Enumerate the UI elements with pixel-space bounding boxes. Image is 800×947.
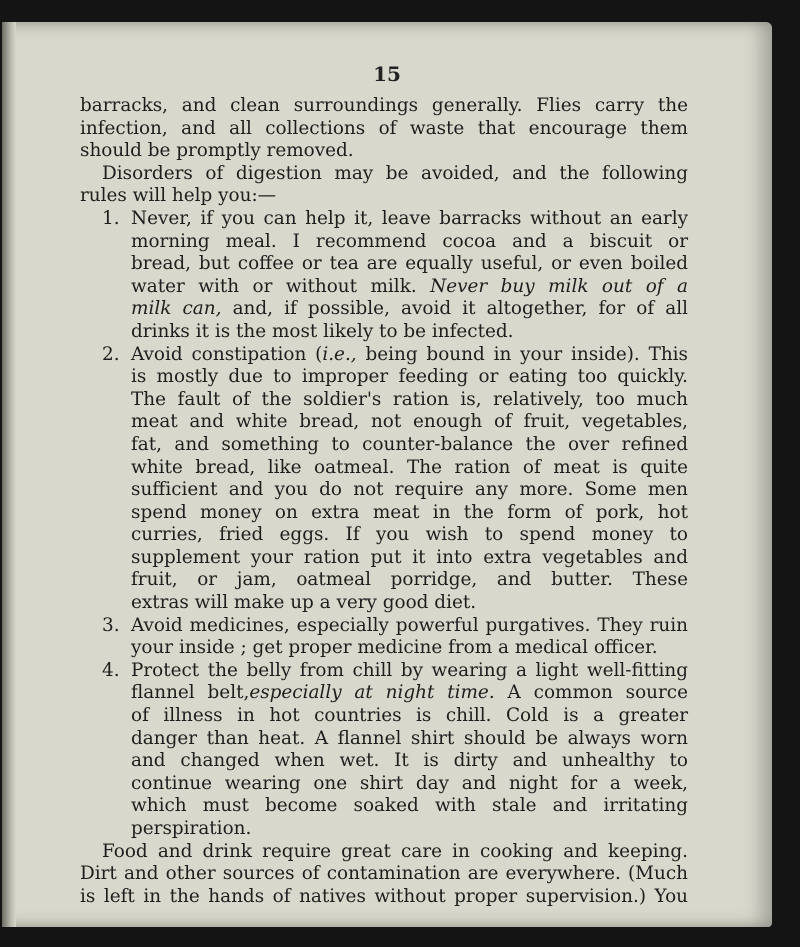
list-number: 1.: [102, 207, 120, 229]
line-text: supplement your ration put it into extra vegetables and: [131, 546, 688, 568]
text-line: [80, 569, 688, 592]
text-line: [80, 502, 688, 525]
text-line: [80, 773, 688, 796]
text-line: [80, 344, 688, 367]
line-text: of illness in hot countries is chill. Cold is a greater: [131, 705, 688, 727]
text-line: [80, 208, 688, 231]
italic-text: i.e.,: [322, 343, 357, 365]
line-text: and, if possible, avoid it altogether, for of all: [221, 298, 688, 320]
line-text: flannel belt,: [131, 682, 250, 704]
line-text: curries, fried eggs. If you wish to spend money to: [131, 524, 688, 546]
text-line: [80, 637, 688, 660]
italic-text: especially at night time.: [249, 682, 495, 704]
text-line: [80, 389, 688, 412]
line-text: meat and white bread, not enough of fruit, vegetables,: [131, 411, 688, 433]
line-text: water with or without milk.: [131, 275, 417, 297]
page-number: 15: [373, 62, 401, 86]
text-line: [80, 682, 688, 705]
line-text: sufficient and you do not require any more. Some men: [131, 479, 688, 501]
text-line: [80, 818, 688, 841]
italic-text: milk can,: [131, 298, 222, 320]
text-line: [80, 886, 688, 909]
text-line: [80, 547, 688, 570]
text-line: [80, 705, 688, 728]
line-text: bread, but coffee or tea are equally useful, or even boiled: [131, 253, 688, 275]
line-text: extras will make up a very good diet.: [131, 592, 477, 614]
text-line: [80, 276, 688, 299]
line-text: your inside ; get proper medicine from a medical officer.: [131, 637, 658, 659]
page-gutter: [2, 22, 16, 927]
line-text: fruit, or jam, oatmeal porridge, and butter. These: [131, 569, 688, 591]
text-line: [80, 841, 688, 864]
text-line: [80, 253, 688, 276]
line-text: being bound in your inside). This: [356, 343, 689, 365]
line-text: infection, and all collections of waste that encourage them: [80, 117, 688, 139]
line-text: Food and drink require great care in cooking and keeping.: [102, 840, 688, 862]
text-line: [80, 321, 688, 344]
text-line: [80, 479, 688, 502]
text-line: [80, 366, 688, 389]
text-line: [80, 795, 688, 818]
text-line: [80, 118, 688, 141]
line-text: The fault of the soldier's ration is, relatively, too much: [131, 388, 688, 410]
text-line: [80, 457, 688, 480]
line-text: and changed when wet. It is dirty and unhealthy to: [131, 750, 688, 772]
list-number: 4.: [102, 659, 120, 681]
line-text: which must become soaked with stale and irritating: [131, 795, 688, 817]
list-number: 3.: [102, 614, 120, 636]
line-text: fat, and something to counter-balance the over refined: [131, 433, 688, 455]
line-text: white bread, like oatmeal. The ration of meat is quite: [131, 456, 688, 478]
line-text: drinks it is the most likely to be infected.: [131, 320, 514, 342]
text-line: [80, 95, 688, 118]
line-text: is mostly due to improper feeding or eating too quickly.: [131, 366, 688, 388]
text-line: [80, 411, 688, 434]
line-text: is left in the hands of natives without proper supervision.) You: [80, 885, 688, 907]
line-text: Avoid medicines, especially powerful purgatives. They ruin: [131, 614, 688, 636]
text-line: [80, 434, 688, 457]
line-text: should be promptly removed.: [80, 140, 354, 162]
line-text: danger than heat. A flannel shirt should be always worn: [131, 727, 688, 749]
line-text: spend money on extra meat in the form of pork, hot: [131, 501, 688, 523]
line-text: Never, if you can help it, leave barracks without an early: [131, 207, 688, 229]
line-text: Disorders of digestion may be avoided, and the following: [102, 162, 688, 184]
line-text: rules will help you:—: [80, 185, 277, 207]
line-text: continue wearing one shirt day and night for a week,: [131, 772, 688, 794]
text-line: [80, 298, 688, 321]
text-line: [80, 140, 688, 163]
italic-text: Never buy milk out of a: [430, 275, 688, 297]
text-line: [80, 231, 688, 254]
text-line: [80, 592, 688, 615]
text-line: [80, 728, 688, 751]
line-text: barracks, and clean surroundings generally. Flies carry the: [80, 95, 688, 116]
text-line: [80, 163, 688, 186]
text-line: [80, 750, 688, 773]
text-line: [80, 863, 688, 886]
text-line: [80, 185, 688, 208]
line-text: Dirt and other sources of contamination are everywhere. (Much: [80, 863, 688, 885]
line-text: A common source: [494, 682, 688, 704]
text-line: [80, 524, 688, 547]
list-number: 2.: [102, 343, 120, 365]
line-text: Avoid constipation (: [131, 343, 323, 365]
line-text: Protect the belly from chill by wearing a light well-fitting: [131, 659, 688, 681]
book-page: [2, 22, 772, 927]
line-text: perspiration.: [131, 818, 252, 839]
text-line: [80, 660, 688, 683]
line-text: morning meal. I recommend cocoa and a biscuit or: [131, 230, 688, 252]
text-line: [80, 615, 688, 638]
body-text: [80, 95, 688, 908]
